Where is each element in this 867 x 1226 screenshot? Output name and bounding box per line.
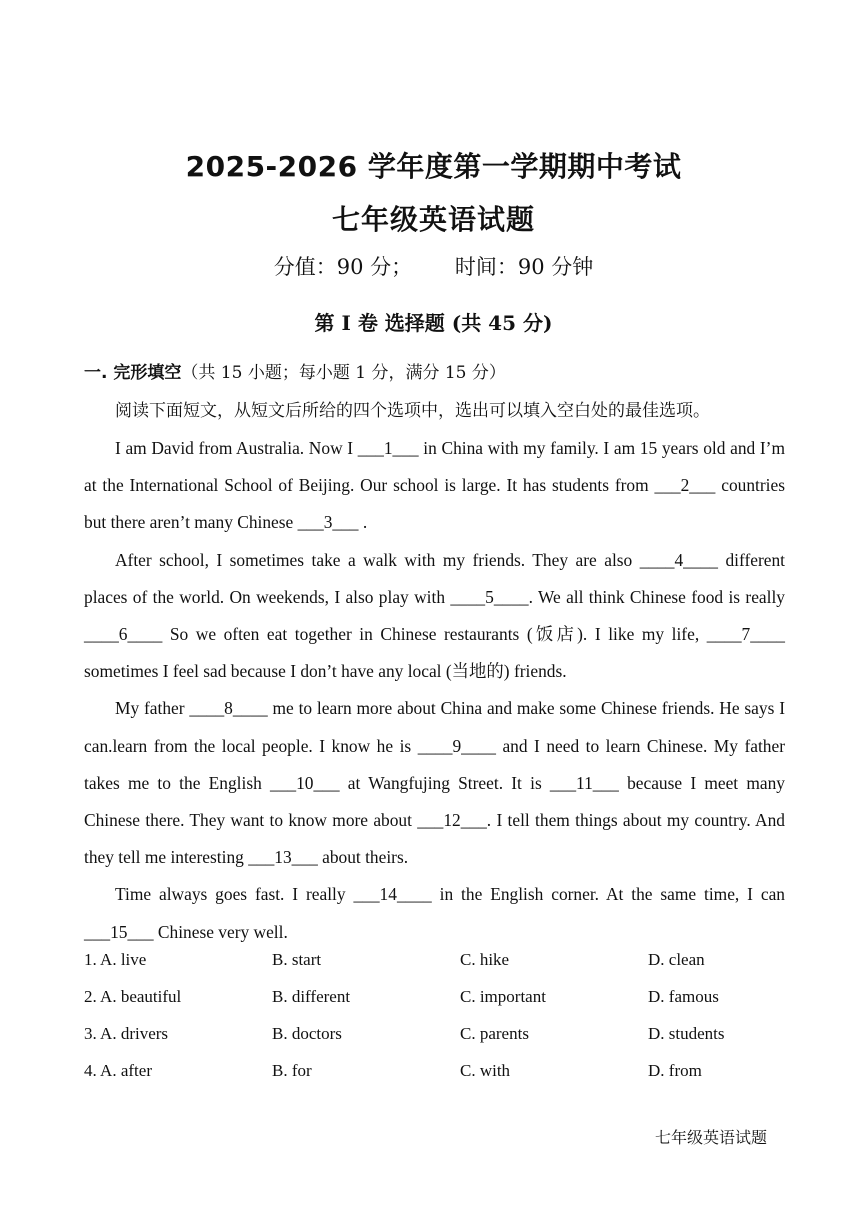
- option-c: C. hike: [460, 950, 510, 969]
- option-c: C. with: [460, 1061, 511, 1080]
- option-b: B. different: [272, 987, 351, 1006]
- section-heading: [84, 358, 506, 383]
- option-a: 4. A. after: [84, 1061, 152, 1080]
- section-rule: （共 15 小题；每小题 1 分，满分 15 分）: [181, 363, 506, 383]
- option-d: D. from: [648, 1061, 702, 1080]
- option-row: [84, 1024, 784, 1061]
- option-b: B. for: [272, 1061, 312, 1080]
- option-a: 1. A. live: [84, 950, 147, 969]
- option-d: D. famous: [648, 987, 719, 1006]
- option-c: C. parents: [460, 1024, 529, 1043]
- passage-paragraph: My father ____8____ me to learn more about China and make some Chinese friends. He says I can.learn from the local people. I know he is ____9____ and I need to learn Chinese. My father takes me to the English ___10___ at Wangfujing Street. It is ___11___ because I meet many Chinese there. They want to know more about ___12___. I tell them things about my country. And they tell me interesting ___13___ about theirs.: [84, 698, 785, 868]
- page-footer: 七年级英语试题: [654, 1128, 767, 1147]
- option-b: B. doctors: [272, 1024, 342, 1043]
- cloze-passage: [84, 430, 785, 951]
- exam-title: 2025-2026 学年度第一学期期中考试: [185, 150, 682, 183]
- answer-options: [84, 950, 784, 1098]
- option-c: C. important: [460, 987, 546, 1006]
- option-row: [84, 950, 784, 987]
- option-b: B. start: [272, 950, 322, 969]
- option-a: 3. A. drivers: [84, 1024, 169, 1043]
- part-title: 第 I 卷 选择题 (共 45 分): [314, 311, 553, 335]
- passage-paragraph: Time always goes fast. I really ___14____ in the English corner. At the same time, I can ___15___ Chinese very well.: [84, 884, 785, 942]
- option-row: [84, 1061, 784, 1098]
- passage-paragraph: After school, I sometimes take a walk with my friends. They are also ____4____ different places of the world. On weekends, I also play with ____5____. We all think Chinese food is really ____6____ So we often eat together in Chinese restaurants (饭店). I like my life, ____7____ sometimes I feel sad because I don’t have any local (当地的) friends.: [84, 549, 785, 682]
- exam-meta: [0, 251, 867, 281]
- time-info: 时间：90 分钟: [454, 255, 594, 279]
- exam-subtitle: 七年级英语试题: [331, 203, 535, 236]
- option-d: D. clean: [648, 950, 705, 969]
- option-a: 2. A. beautiful: [84, 987, 182, 1006]
- option-row: [84, 987, 784, 1024]
- option-d: D. students: [648, 1024, 725, 1043]
- score-info: 分值：90 分；: [273, 255, 413, 279]
- section-instruction: 阅读下面短文，从短文后所给的四个选项中，选出可以填入空白处的最佳选项。: [115, 401, 710, 421]
- passage-paragraph: I am David from Australia. Now I ___1___ in China with my family. I am 15 years old and I’m at the International School of Beijing. Our school is large. It has students from ___2___ countries but there aren’t many Chinese ___3___ .: [84, 438, 785, 533]
- section-label: 一. 完形填空: [84, 363, 182, 383]
